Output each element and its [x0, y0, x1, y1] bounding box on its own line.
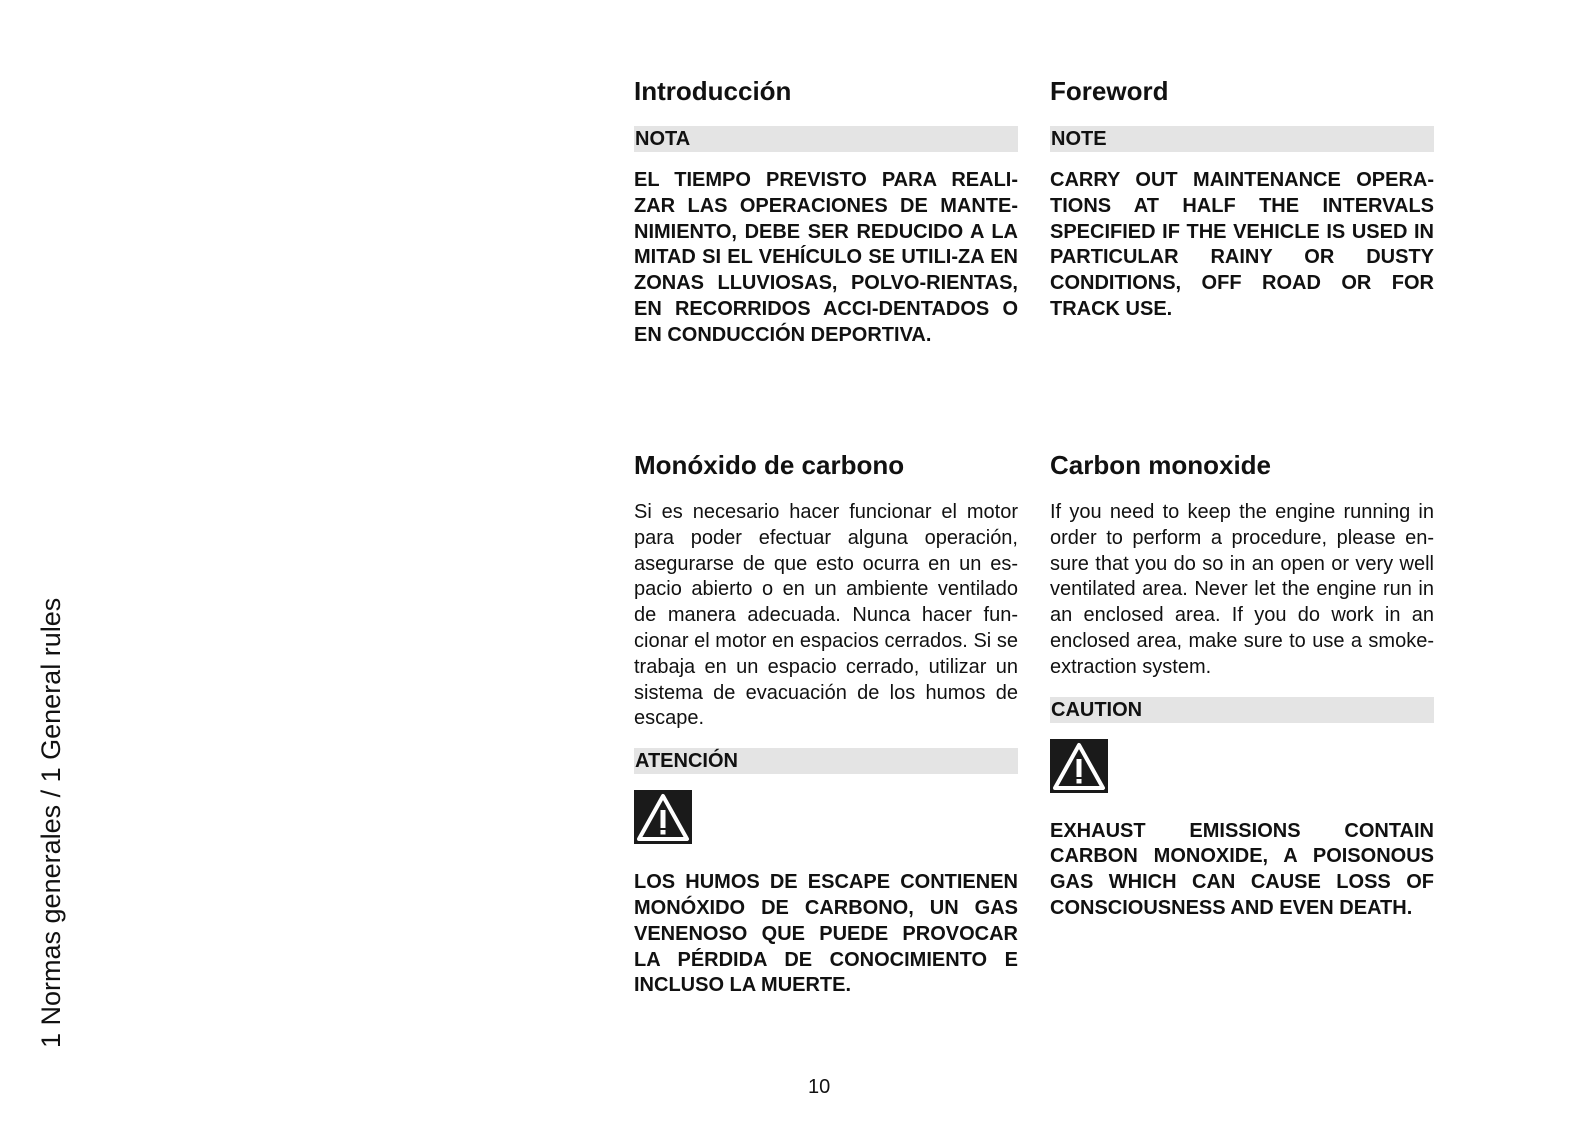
intro-section-en [1050, 74, 1434, 323]
warning-label-en: CAUTION [1050, 697, 1434, 723]
chapter-side-label: 1 Normas generales / 1 General rules [36, 597, 66, 1048]
section-title-co-es: Monóxido de carbono [634, 450, 905, 480]
note-text-es: EL TIEMPO PREVISTO PARA REALI-ZAR LAS OPERACIONES DE MANTE-NIMIENTO, DEBE SER REDUCIDO A LA MITAD SI EL VEHÍCULO SE UTILI-ZA EN ZONAS LLUVIOSAS, POLVO-RIENTAS, EN RECORRIDOS ACCI-DENTADOS O EN CONDUCCIÓN DEPORTIVA. [634, 169, 1018, 346]
intro-section-es [634, 74, 1018, 349]
section-title-co-en: Carbon monoxide [1050, 450, 1272, 480]
co-body-en: If you need to keep the engine running in order to perform a procedure, please en-sure that you do so in an open or very well ventilated area. Never let the engine run in an enclosed area. If you do work in an enclosed area, make sure to use a smoke-extraction system. [1050, 501, 1434, 678]
section-title-intro-en: Foreword [1050, 76, 1169, 106]
warning-text-es: LOS HUMOS DE ESCAPE CONTIENEN MONÓXIDO DE CARBONO, UN GAS VENENOSO QUE PUEDE PROVOCAR LA PÉRDIDA DE CONOCIMIENTO E INCLUSO LA MUERTE. [634, 871, 1018, 997]
co-section-en [1050, 448, 1434, 922]
warning-label-es: ATENCIÓN [634, 748, 1018, 774]
warning-text-en: EXHAUST EMISSIONS CONTAIN CARBON MONOXIDE, A POISONOUS GAS WHICH CAN CAUSE LOSS OF CONSCIOUSNESS AND EVEN DEATH. [1050, 819, 1434, 919]
page-number: 10 [808, 1076, 831, 1098]
note-text-en: CARRY OUT MAINTENANCE OPERA-TIONS AT HALF THE INTERVALS SPECIFIED IF THE VEHICLE IS USED IN PARTICULAR RAINY OR DUSTY CONDITIONS, OFF ROAD OR FOR TRACK USE. [1050, 169, 1434, 320]
warning-triangle-icon [634, 790, 692, 844]
co-body-es: Si es necesario hacer funcionar el motor para poder efectuar alguna operación, asegurarse de que esto ocurra en un es-pacio abierto o en un ambiente ventilado de manera adecuada. Nunca hacer fun-cionar el motor en espacios cerrados. Si se trabaja en un espacio cerrado, utilizar un sistema de evacuación de los humos de escape. [634, 501, 1018, 730]
warning-triangle-icon [1050, 739, 1108, 793]
note-label-es: NOTA [634, 126, 1018, 152]
note-label-en: NOTE [1050, 126, 1434, 152]
section-title-intro-es: Introducción [634, 76, 792, 106]
co-section-es [634, 448, 1018, 999]
